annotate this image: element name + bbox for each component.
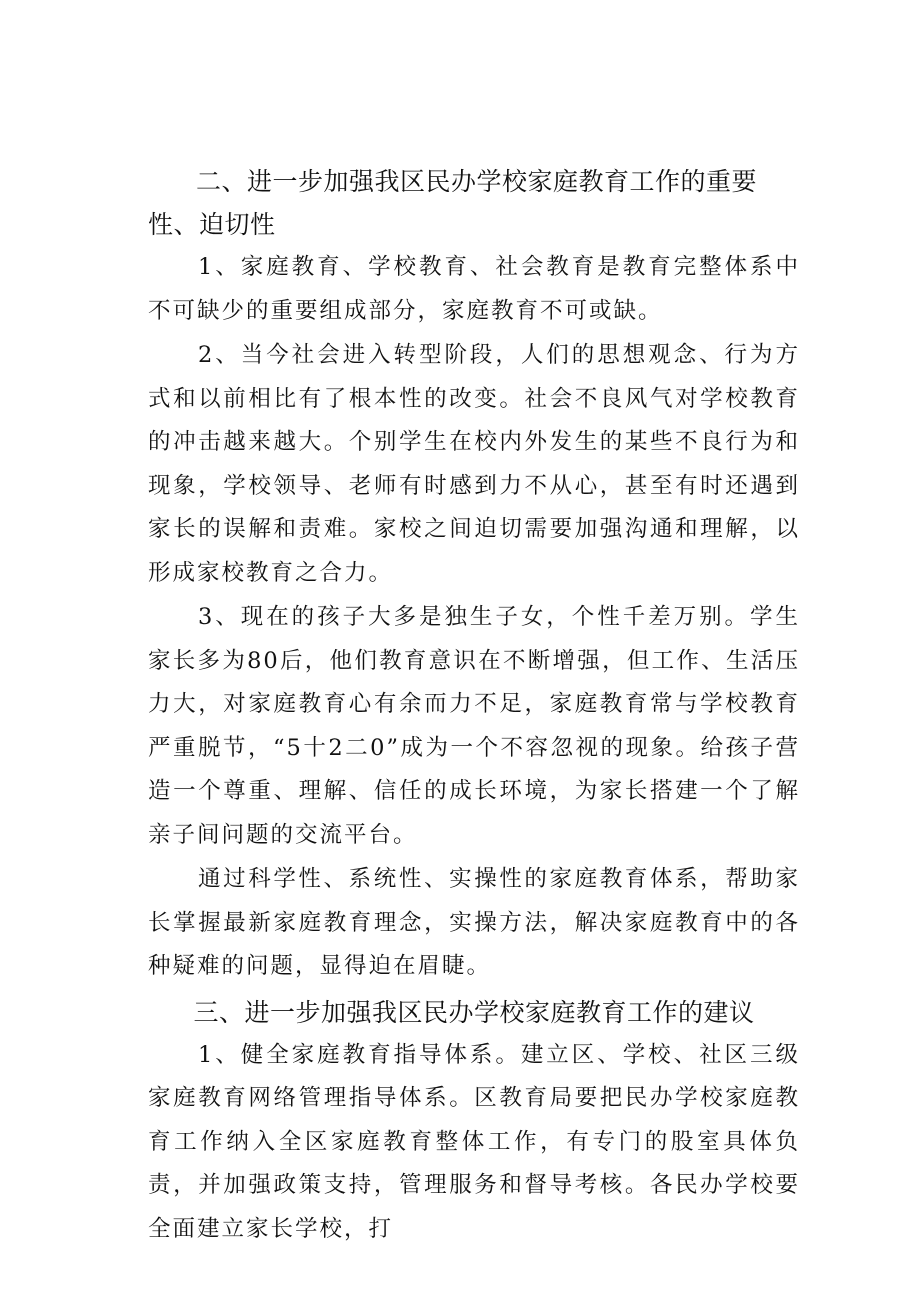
section-3-heading: 三、进一步加强我区民办学校家庭教育工作的建议 [193,997,755,1027]
paragraph-2-4: 通过科学性、系统性、实操性的家庭教育体系，帮助家长掌握最新家庭教育理念，实操方法，解决家庭教育中的各种疑难的问题，显得迫在眉睫。 [148,866,800,979]
paragraph-2-1: 1、家庭教育、学校教育、社会教育是教育完整体系中不可缺少的重要组成部分，家庭教育不可或缺。 [148,254,800,324]
paragraph-2-2: 2、当今社会进入转型阶段，人们的思想观念、行为方式和以前相比有了根本性的改变。社会不良风气对学校教育的冲击越来越大。个别学生在校内外发生的某些不良行为和现象，学校领导、老师有时感到力不从心，甚至有时还遇到家长的误解和责难。家校之间迫切需要加强沟通和理解，以形成家校教育之合力。 [148,342,800,586]
paragraph-3-1: 1、健全家庭教育指导体系。建立区、学校、社区三级家庭教育网络管理指导体系。区教育局要把民办学校家庭教育工作纳入全区家庭教育整体工作，有专门的股室具体负责，并加强政策支持，管理服务和督导考核。各民办学校要全面建立家长学校，打 [148,1041,800,1242]
paragraph-2-3: 3、现在的孩子大多是独生子女，个性千差万别。学生家长多为80后，他们教育意识在不断增强，但工作、生活压力大，对家庭教育心有余而力不足，家庭教育常与学校教育严重脱节，“5十2二0”成为一个不容忽视的现象。给孩子营造一个尊重、理解、信任的成长环境，为家长搭建一个了解亲子间问题的交流平台。 [148,604,800,848]
section-2-heading: 二、进一步加强我区民办学校家庭教育工作的重要性、迫切性 [148,167,758,239]
document-body [148,160,800,1251]
